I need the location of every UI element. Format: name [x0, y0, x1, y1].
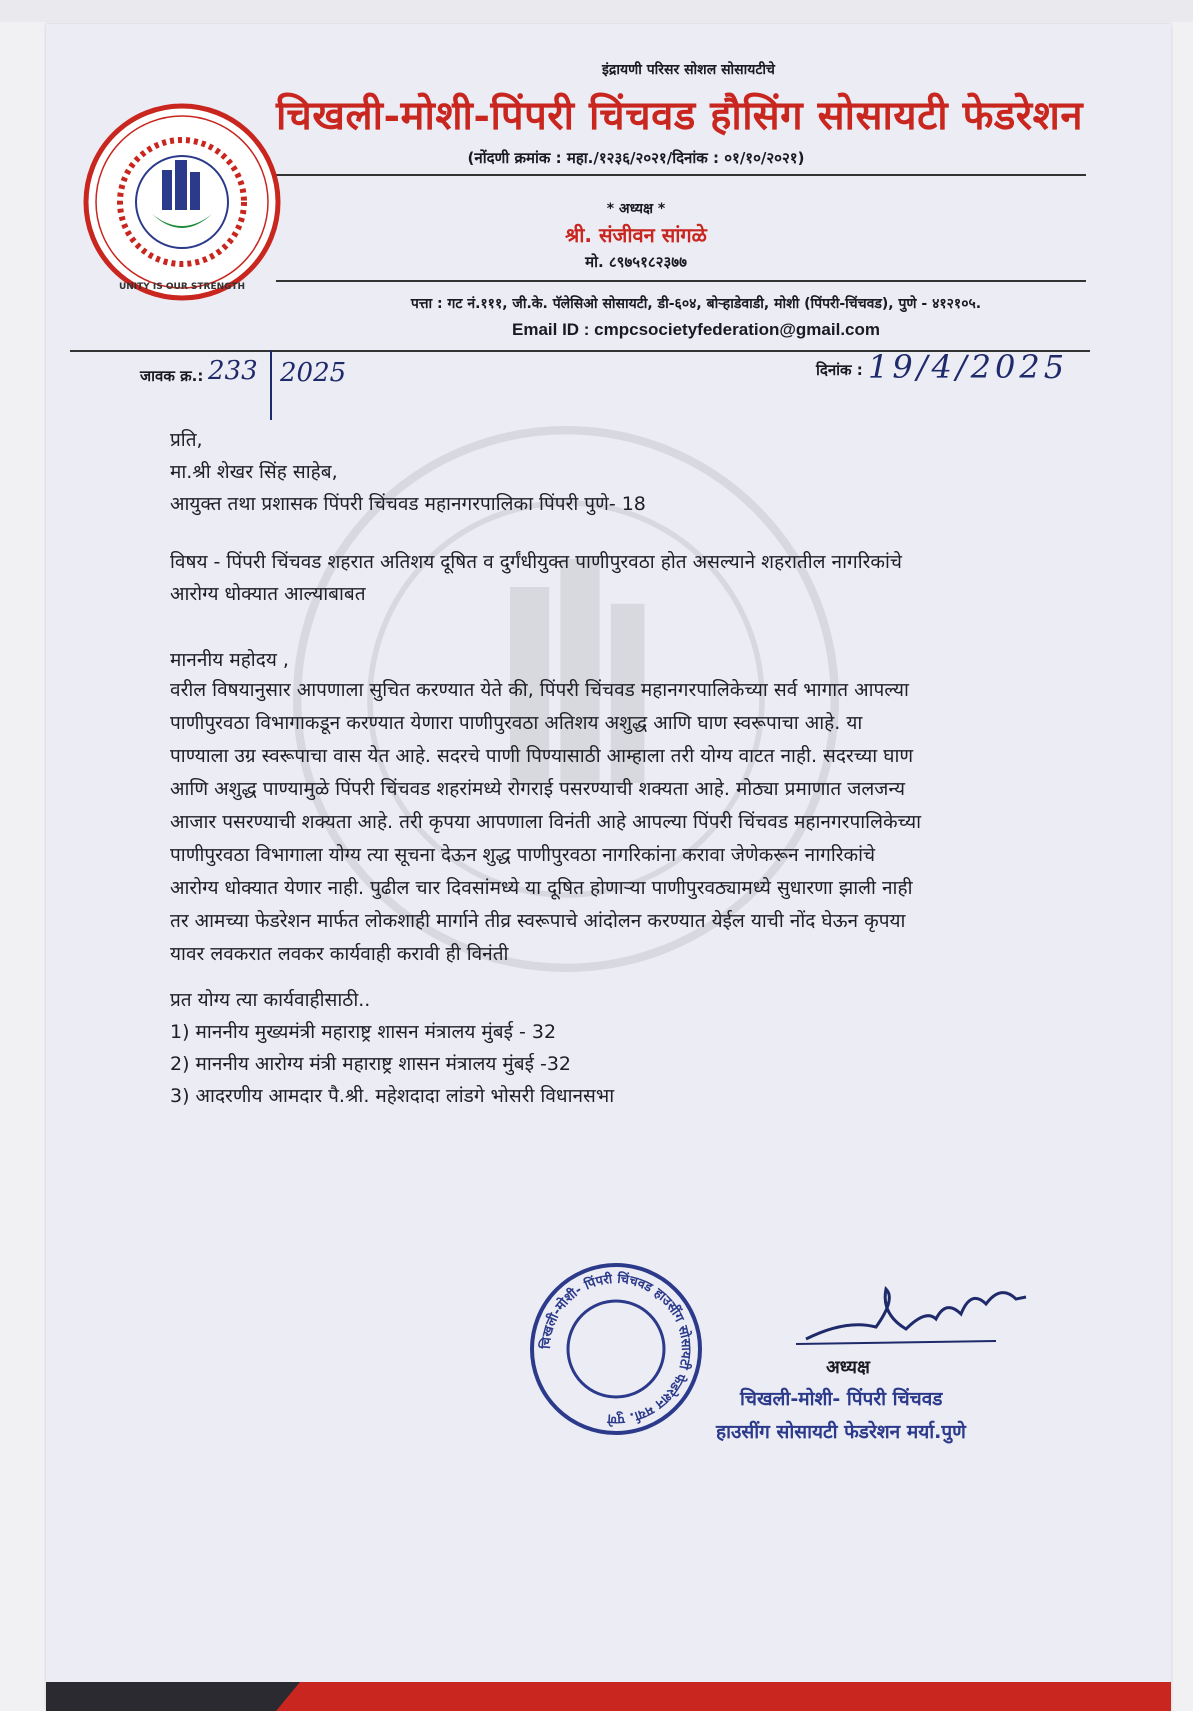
body-line: यावर लवकरात लवकर कार्यवाही करावी ही विनंती — [170, 943, 509, 965]
subject-line-1: विषय - पिंपरी चिंचवड शहरात अतिशय दूषित व दुर्गंधीयुक्त पाणीपुरवठा होत असल्याने शहरातील नागरिकांचे — [170, 551, 902, 573]
president-name: श्री. संजीवन सांगळे — [565, 223, 707, 247]
copy-item: 2) माननीय आरोग्य मंत्री महाराष्ट्र शासन मंत्रालय मुंबई -32 — [170, 1053, 572, 1075]
signatory-title: अध्यक्ष — [826, 1357, 870, 1378]
recipient-designation: आयुक्त तथा प्रशासक पिंपरी चिंचवड महानगरपालिका पिंपरी पुणे- 18 — [170, 493, 646, 515]
date-value: 19/4/2025 — [868, 348, 1069, 386]
signatory-org-line-1: चिखली-मोशी- पिंपरी चिंचवड — [740, 1388, 943, 1410]
org-title: चिखली-मोशी-पिंपरी चिंचवड हौसिंग सोसायटी फेडरेशन — [276, 92, 1084, 139]
body-line: आणि अशुद्ध पाण्यामुळे पिंपरी चिंचवड शहरांमध्ये रोगराई पसरण्याची शक्यता आहे. मोठ्या प्रमाणात जलजन्य — [170, 778, 905, 800]
body-line: वरील विषयानुसार आपणाला सुचित करण्यात येते की, पिंपरी चिंचवड महानगरपालिकेच्या सर्व भागात आपल्या — [170, 679, 909, 701]
federation-logo — [82, 102, 282, 302]
president-phone: मो. ८९७५१८२३७७ — [585, 253, 687, 271]
salutation: माननीय महोदय , — [170, 649, 289, 671]
signatory-org-line-2: हाउसींग सोसायटी फेडरेशन मर्या.पुणे — [716, 1421, 966, 1443]
header-divider-2 — [276, 280, 1086, 282]
handwritten-signature — [786, 1269, 1046, 1359]
body-line: आजार पसरण्याची शक्यता आहे. तरी कृपया आपणाला विनंती आहे आपल्या पिंपरी चिंचवड महानगरपालिकेच्या — [170, 811, 922, 833]
official-stamp — [526, 1259, 706, 1439]
body-line: पाणीपुरवठा विभागाला योग्य त्या सूचना देऊन शुद्ध पाणीपुरवठा नागरिकांना करावा जेणेकरून नागरिकांचे — [170, 844, 876, 866]
body-line: पाणीपुरवठा विभागाकडून करण्यात येणारा पाणीपुरवठा अतिशय अशुद्ध आणि घाण स्वरूपाचा आहे. या — [170, 712, 863, 734]
subject-line-2: आरोग्य धोक्यात आल्याबाबत — [170, 583, 366, 605]
date-label: दिनांक : — [816, 361, 863, 379]
reference-separator — [270, 350, 272, 420]
recipient-to: प्रति, — [170, 429, 203, 451]
president-label: * अध्यक्ष * — [606, 201, 666, 217]
org-email: Email ID : cmpcsocietyfederation@gmail.com — [511, 320, 880, 339]
org-pretitle: इंद्रायणी परिसर सोशल सोसायटीचे — [602, 62, 775, 78]
top-strip — [0, 0, 1193, 22]
letter-page — [46, 24, 1171, 1711]
copy-item: 3) आदरणीय आमदार पै.श्री. महेशदादा लांडगे भोसरी विधानसभा — [170, 1085, 615, 1107]
org-address: पत्ता : गट नं.१११, जी.के. पॅलेसिओ सोसायटी, डी-६०४, बोऱ्हाडेवाडी, मोशी (पिंपरी-चिंचवड), पुणे - ४१२१०५. — [410, 296, 982, 312]
copies-heading: प्रत योग्य त्या कार्यवाहीसाठी.. — [170, 989, 371, 1011]
copy-item: 1) माननीय मुख्यमंत्री महाराष्ट्र शासन मंत्रालय मुंबई - 32 — [170, 1021, 557, 1043]
reference-label: जावक क्र.: — [140, 367, 204, 385]
svg-text:चिखली-मोशी- पिंपरी चिंचवड हाउस — [538, 1270, 694, 1427]
recipient-name: मा.श्री शेखर सिंह साहेब, — [170, 461, 338, 483]
body-line: पाण्याला उग्र स्वरूपाचा वास येत आहे. सदरचे पाणी पिण्यासाठी आम्हाला तरी योग्य वाटत नाही. सदरच्या घाण — [170, 745, 914, 767]
footer-band-dark — [46, 1682, 276, 1711]
reference-year: 2025 — [280, 358, 347, 388]
stamp-text: चिखली-मोशी- पिंपरी चिंचवड हाउसींग सोसायटी फेडरेशन मर्या. पुणे — [538, 1271, 694, 1427]
header-divider — [276, 174, 1086, 176]
logo-motto: UNITY IS OUR STRENGTH — [118, 282, 246, 292]
body-line: तर आमच्या फेडरेशन मार्फत लोकशाही मार्गाने तीव्र स्वरूपाचे आंदोलन करण्यात येईल याची नोंद घेऊन कृपया — [170, 910, 906, 932]
registration-number: (नोंदणी क्रमांक : महा./१२३६/२०२१/दिनांक : ०१/१०/२०२१) — [467, 149, 805, 167]
reference-number: 233 — [208, 356, 258, 386]
footer-band-notch — [276, 1682, 300, 1711]
body-line: आरोग्य धोक्यात येणार नाही. पुढील चार दिवसांमध्ये या दूषित होणाऱ्या पाणीपुरवठ्यामध्ये सुधारणा झाली नाही — [170, 877, 913, 899]
